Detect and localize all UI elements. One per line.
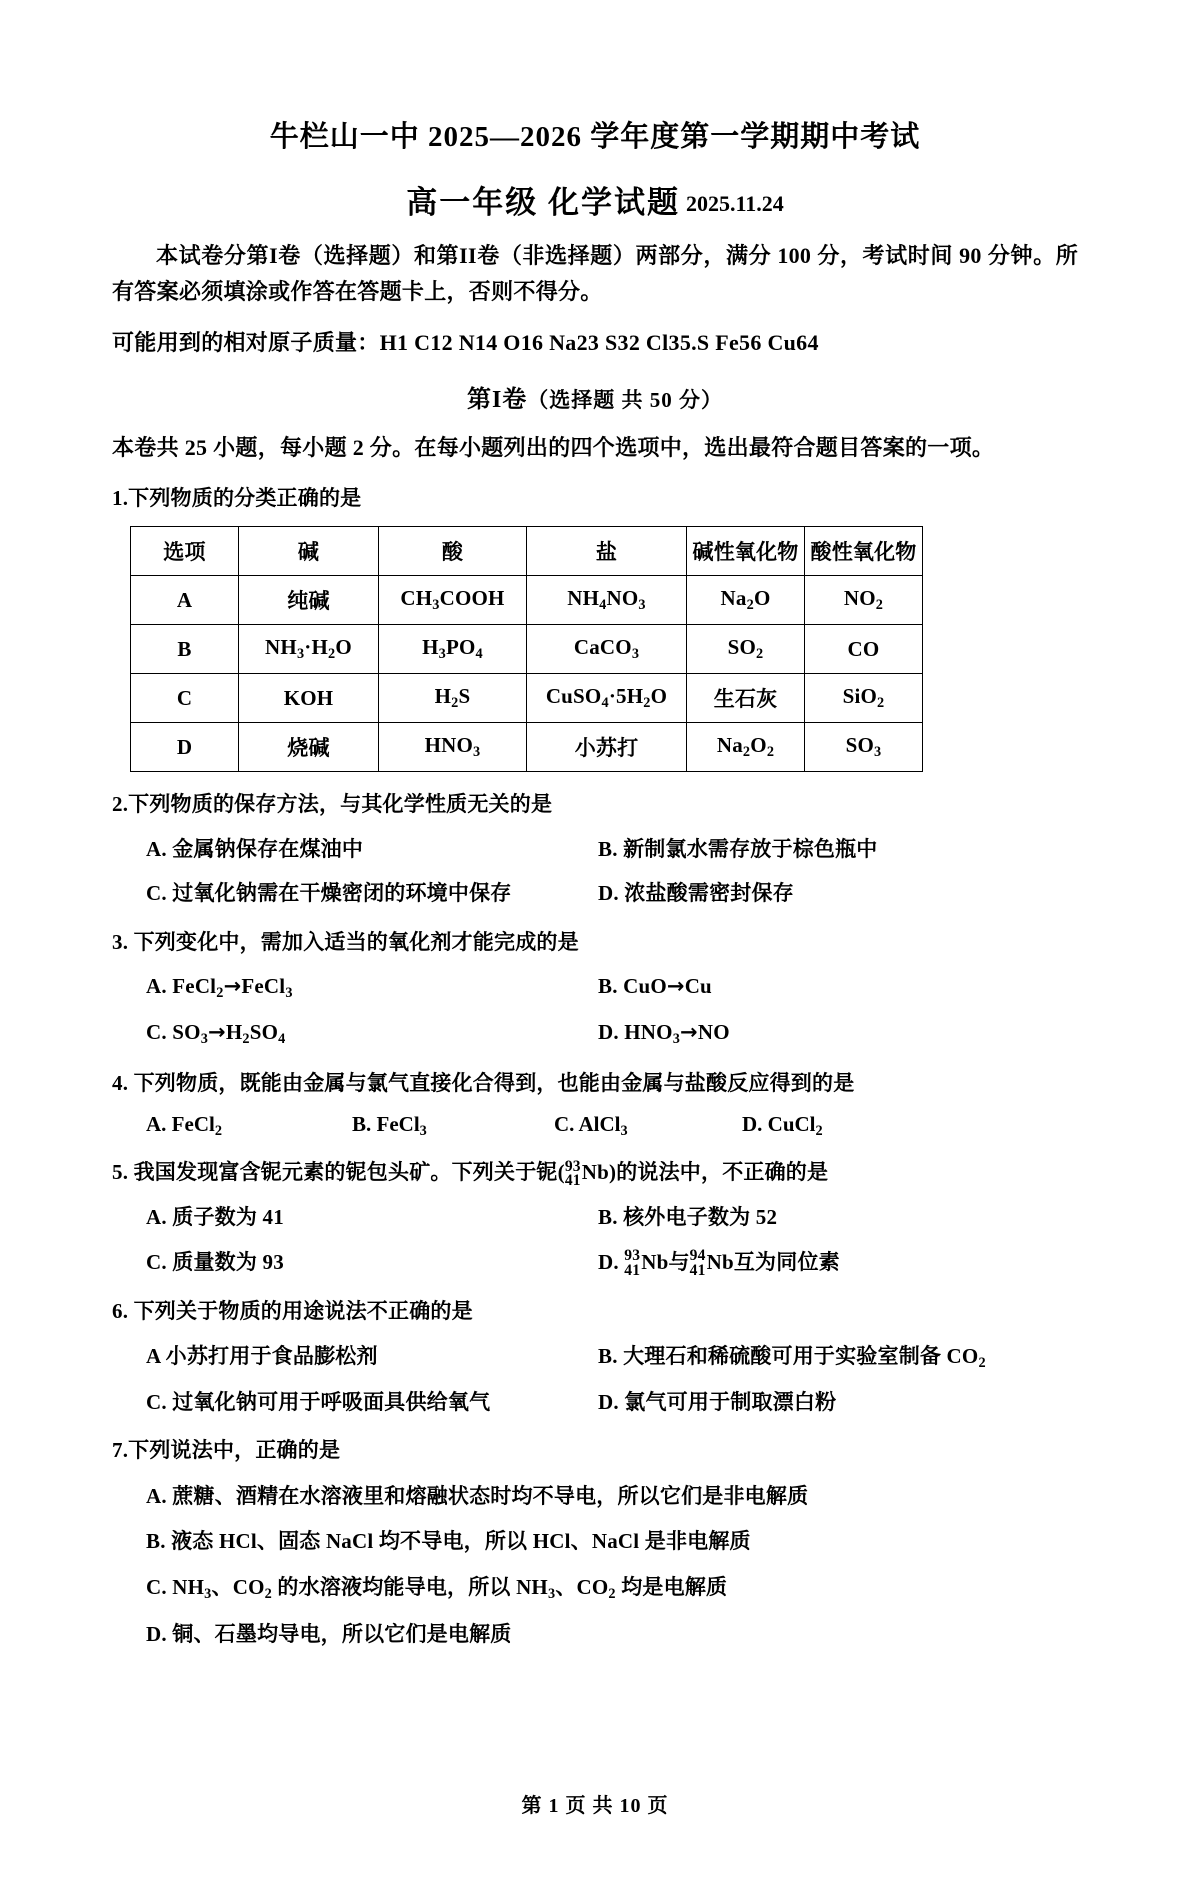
cell-acid: $HNO_3$ — [379, 723, 527, 772]
col-header-basic-oxide: 碱性氧化物 — [687, 527, 805, 576]
question-6-text: 下列关于物质的用途说法不正确的是 — [133, 1299, 473, 1324]
col-header-option: 选项 — [131, 527, 239, 576]
isotope-notation — [564, 1157, 581, 1190]
classification-table — [130, 526, 923, 772]
isotope-notation — [624, 1249, 640, 1279]
cell-acid: $CH_3COOH$ — [379, 576, 527, 625]
instructions-paragraph: 本试卷分第I卷（选择题）和第II卷（非选择题）两部分，满分 100 分，考试时间 90 分钟。所有答案必须填涂或作答在答题卡上，否则不得分。 — [112, 243, 1078, 304]
question-4-option-c[interactable]: C. AlCl$_3$ — [554, 1112, 628, 1140]
question-4-stem — [112, 1068, 1078, 1100]
part-one-heading — [112, 379, 1078, 414]
cell-salt: $CuSO_4\cdot 5H_2O$ — [527, 674, 687, 723]
question-2-option-b[interactable]: B. 新制氯水需存放于棕色瓶中 — [598, 836, 878, 861]
col-header-acid: 酸 — [379, 527, 527, 576]
question-7-option-d[interactable]: D. 铜、石墨均导电，所以它们是电解质 — [146, 1622, 512, 1647]
cell-option: B — [131, 625, 239, 674]
col-header-salt: 盐 — [527, 527, 687, 576]
subtitle-row — [112, 177, 1078, 222]
cell-basic-oxide: $Na_2O$ — [687, 576, 805, 625]
isotope-mass-number: 93 — [624, 1247, 641, 1265]
question-5-option-d-label: D. — [598, 1249, 625, 1274]
question-4-option-a[interactable]: A. FeCl$_2$ — [146, 1112, 222, 1140]
cell-acid: $H_2S$ — [379, 674, 527, 723]
table-row — [131, 625, 923, 674]
isotope-atomic-number: 41 — [564, 1172, 581, 1190]
question-5-option-b[interactable]: B. 核外电子数为 52 — [598, 1205, 778, 1230]
question-1-number: 1. — [112, 485, 129, 510]
question-4-option-b[interactable]: B. FeCl$_3$ — [352, 1112, 427, 1140]
question-6-option-a[interactable]: A 小苏打用于食品膨松剂 — [146, 1343, 378, 1368]
question-7-option-c[interactable]: C. $NH_3$、$CO_2$ 的水溶液均能导电，所以 $NH_3$、$CO_2$ 均是电解质 — [146, 1574, 728, 1602]
question-5-text-pre: 我国发现富含铌元素的铌包头矿。下列关于铌( — [133, 1160, 565, 1185]
question-3-options-row-1 — [112, 971, 1078, 1004]
question-1-stem — [112, 483, 1078, 515]
question-2-option-a[interactable]: A. 金属钠保存在煤油中 — [146, 836, 364, 861]
table-row — [131, 674, 923, 723]
cell-basic-oxide: $Na_2O_2$ — [687, 723, 805, 772]
question-5-options-row-2 — [112, 1247, 1078, 1279]
part-one-label: 第I卷 — [466, 386, 528, 413]
question-5-number: 5. — [112, 1160, 129, 1185]
question-5-option-d-tail: 互为同位素 — [733, 1249, 840, 1274]
isotope-mass-number: 93 — [564, 1157, 581, 1175]
cell-salt: $NH_4NO_3$ — [527, 576, 687, 625]
cell-acidic-oxide: SiO$_2$ — [805, 674, 923, 723]
table-row — [131, 576, 923, 625]
part-one-sublabel: （选择题 共 50 分） — [527, 387, 724, 412]
question-3-option-a[interactable]: A. FeCl$_2$→FeCl$_3$ — [146, 974, 293, 1001]
question-5-option-d[interactable] — [598, 1247, 1078, 1279]
isotope-symbol: Nb — [706, 1249, 734, 1274]
isotope-atomic-number: 41 — [689, 1262, 706, 1280]
question-5-option-c[interactable]: C. 质量数为 93 — [146, 1249, 284, 1274]
cell-basic-oxide: $SO_2$ — [687, 625, 805, 674]
question-2-text: 下列物质的保存方法，与其化学性质无关的是 — [128, 792, 553, 816]
question-5-text-post: )的说法中，不正确的是 — [609, 1160, 829, 1185]
isotope-atomic-number: 41 — [624, 1262, 641, 1280]
question-3-option-c[interactable]: C. $SO_3\to H_2SO_4$ — [146, 1020, 286, 1048]
question-4-options-row — [112, 1112, 1078, 1140]
question-3-option-d[interactable]: D. $HNO_3\to NO$ — [598, 1020, 730, 1048]
question-6-stem — [112, 1296, 1078, 1328]
question-2-options-row-2 — [112, 878, 1078, 910]
question-7-text: 下列说法中，正确的是 — [128, 1438, 341, 1463]
cell-option: C — [131, 674, 239, 723]
cell-acidic-oxide: CO — [805, 625, 923, 674]
page-footer: 第 1 页 共 10 页 — [521, 1795, 669, 1817]
question-4-option-d[interactable]: D. CuCl$_2$ — [742, 1112, 823, 1140]
question-2-option-c[interactable]: C. 过氧化钠需在干燥密闭的环境中保存 — [146, 881, 512, 905]
cell-basic-oxide: 生石灰 — [687, 674, 805, 723]
isotope-mass-number: 94 — [689, 1247, 706, 1265]
question-6-options-row-2 — [112, 1387, 1078, 1419]
question-3-text: 下列变化中，需加入适当的氧化剂才能完成的是 — [133, 929, 579, 954]
question-7-option-b[interactable]: B. 液态 HCl、固态 NaCl 均不导电，所以 HCl、NaCl 是非电解质 — [146, 1529, 751, 1554]
col-header-base: 碱 — [239, 527, 379, 576]
isotope-notation — [690, 1249, 706, 1279]
cell-base: 纯碱 — [239, 576, 379, 625]
isotope-symbol: Nb — [581, 1160, 609, 1185]
page-title: 牛栏山一中 2025—2026 学年度第一学期期中考试 — [269, 121, 921, 153]
question-3-number: 3. — [112, 929, 129, 954]
atomic-mass-line: 可能用到的相对原子质量：H1 C12 N14 O16 Na23 S32 Cl35.S Fe56 Cu64 — [112, 330, 819, 356]
cell-base: 烧碱 — [239, 723, 379, 772]
isotope-conjunction: 与 — [668, 1249, 690, 1274]
question-2-stem — [112, 789, 1078, 821]
col-header-acidic-oxide: 酸性氧化物 — [805, 527, 923, 576]
question-6-option-d[interactable]: D. 氯气可用于制取漂白粉 — [598, 1389, 837, 1414]
question-7-number: 7. — [112, 1438, 129, 1463]
question-6-options-row-1 — [112, 1341, 1078, 1374]
question-7-option-a[interactable]: A. 蔗糖、酒精在水溶液里和熔融状态时均不导电，所以它们是非电解质 — [146, 1483, 809, 1508]
question-7-options — [112, 1481, 1078, 1651]
question-5-stem — [112, 1157, 1078, 1189]
cell-base: $NH_3\cdot H_2O$ — [239, 625, 379, 674]
question-2-options-row-1 — [112, 834, 1078, 866]
cell-salt: CaCO$_3$ — [527, 625, 687, 674]
question-3-stem — [112, 927, 1078, 959]
cell-base: KOH — [239, 674, 379, 723]
question-5-option-a[interactable]: A. 质子数为 41 — [146, 1205, 284, 1230]
question-3-option-b[interactable]: B. CuO→Cu — [598, 974, 712, 998]
question-2-option-d[interactable]: D. 浓盐酸需密封保存 — [598, 881, 794, 905]
exam-date: 2025.11.24 — [685, 191, 784, 216]
cell-salt: 小苏打 — [527, 723, 687, 772]
question-6-option-c[interactable]: C. 过氧化钠可用于呼吸面具供给氧气 — [146, 1389, 491, 1414]
cell-acidic-oxide: $NO_2$ — [805, 576, 923, 625]
cell-option: D — [131, 723, 239, 772]
question-2-number: 2. — [112, 792, 129, 816]
cell-option: A — [131, 576, 239, 625]
question-1-text: 下列物质的分类正确的是 — [128, 485, 362, 510]
question-3-options-row-2 — [112, 1017, 1078, 1050]
exam-subject: 高一年级 化学试题 — [406, 185, 680, 220]
table-header-row — [131, 527, 923, 576]
isotope-symbol: Nb — [641, 1249, 669, 1274]
part-one-note: 本卷共 25 小题，每小题 2 分。在每小题列出的四个选项中，选出最符合题目答案的一项。 — [112, 434, 995, 460]
question-4-number: 4. — [112, 1070, 129, 1095]
question-5-options-row-1 — [112, 1202, 1078, 1234]
question-6-number: 6. — [112, 1299, 129, 1324]
question-6-option-b[interactable]: B. 大理石和稀硫酸可用于实验室制备 $CO_2$ — [598, 1343, 986, 1371]
question-7-stem — [112, 1435, 1078, 1467]
question-4-text: 下列物质，既能由金属与氯气直接化合得到，也能由金属与盐酸反应得到的是 — [133, 1070, 855, 1095]
cell-acid: $H_3PO_4$ — [379, 625, 527, 674]
cell-acidic-oxide: $SO_3$ — [805, 723, 923, 772]
table-row — [131, 723, 923, 772]
